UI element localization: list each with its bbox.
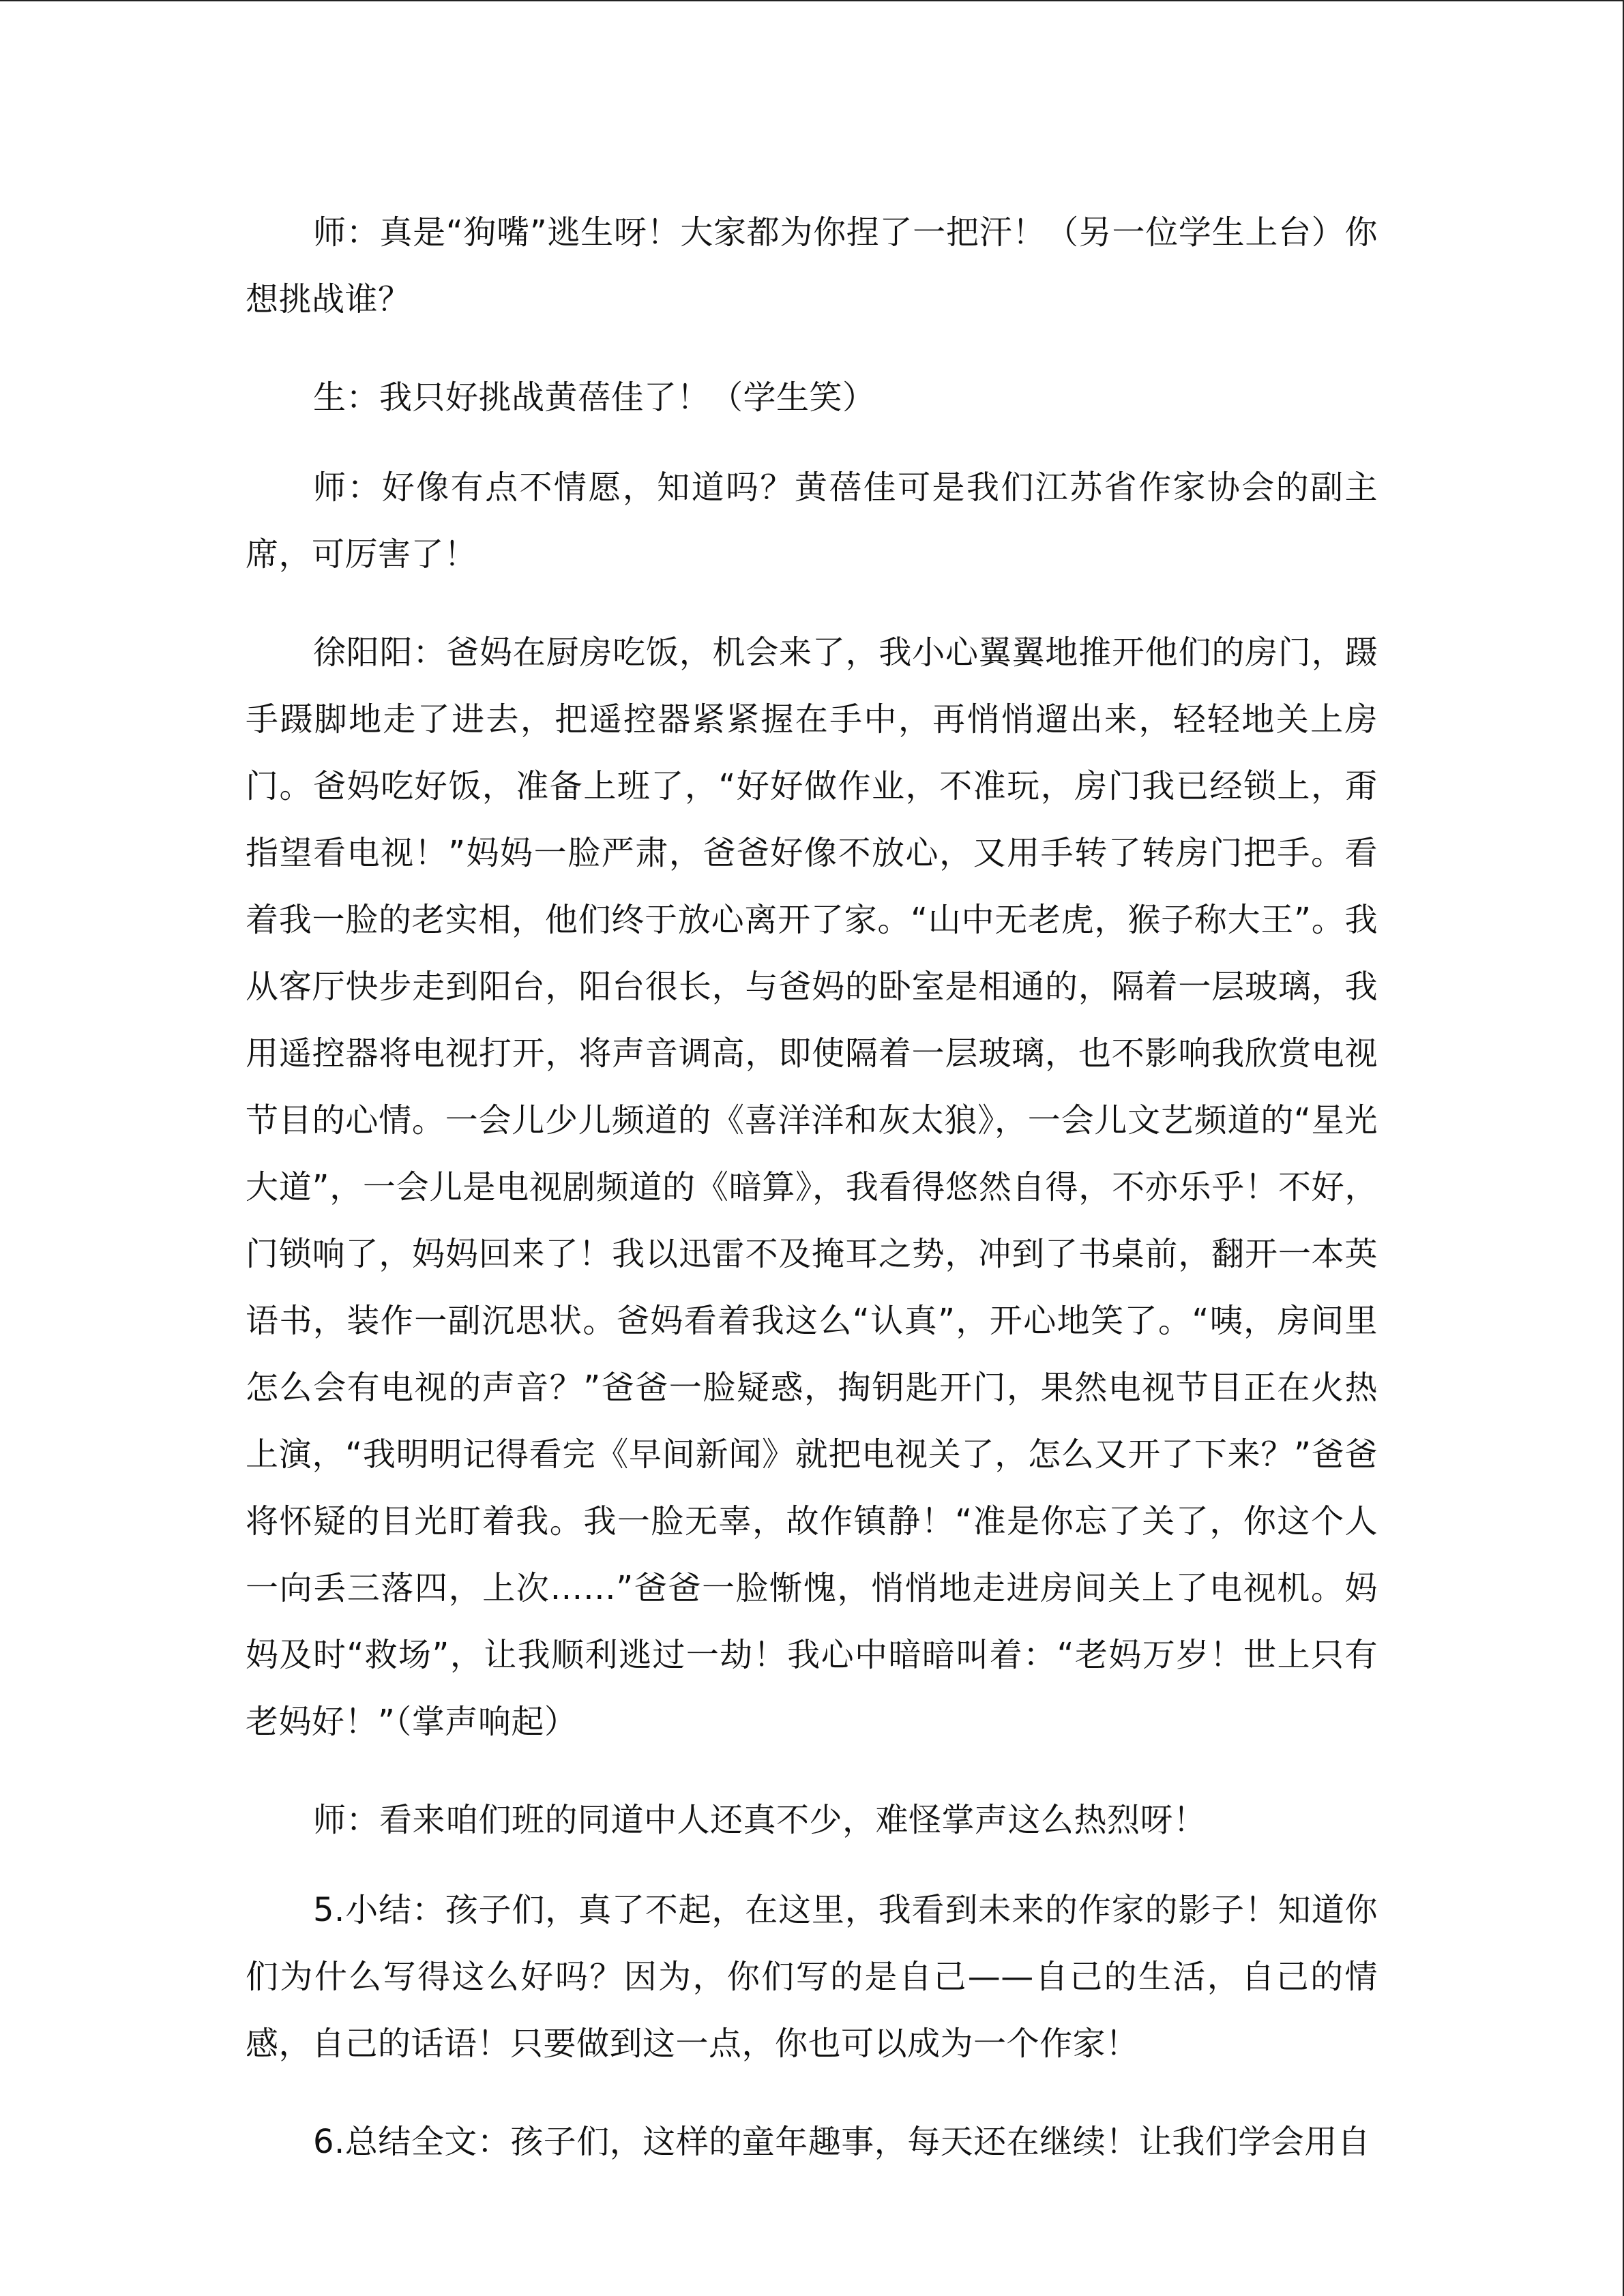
paragraph-teacher-2: 师：好像有点不情愿，知道吗？黄蓓佳可是我们江苏省作家协会的副主席，可厉害了！ bbox=[246, 468, 1378, 573]
document-body bbox=[246, 199, 1378, 2207]
paragraph-summary: 5.小结：孩子们，真了不起，在这里，我看到未来的作家的影子！知道你们为什么写得这么好吗？因为，你们写的是自己——自己的生活，自己的情感，自己的话语！只要做到这一点，你也可以成为一个作家！ bbox=[246, 1891, 1378, 2063]
paragraph-teacher-3: 师：看来咱们班的同道中人还真不少，难怪掌声这么热烈呀！ bbox=[313, 1801, 1207, 1839]
paragraph-student-1: 生：我只好挑战黄蓓佳了！（学生笑） bbox=[313, 378, 876, 417]
paragraph-conclusion: 6.总结全文：孩子们，这样的童年趣事，每天还在继续！让我们学会用自 bbox=[313, 2123, 1371, 2161]
paragraph-xu-yangyang: 徐阳阳：爸妈在厨房吃饭，机会来了，我小心翼翼地推开他们的房门，蹑手蹑脚地走了进去，把遥控器紧紧握在手中，再悄悄遛出来，轻轻地关上房门。爸妈吃好饭，准备上班了，“好好做作业，不准玩，房门我已经锁上，甭指望看电视！”妈妈一脸严肃，爸爸好像不放心，又用手转了转房门把手。看着我一脸的老实相，他们终于放心离开了家。“山中无老虎，猴子称大王”。我从客厅快步走到阳台，阳台很长，与爸妈的卧室是相通的，隔着一层玻璃，我用遥控器将电视打开，将声音调高，即使隔着一层玻璃，也不影响我欣赏电视节目的心情。一会儿少儿频道的《喜洋洋和灰太狼》，一会儿文艺频道的“星光大道”，一会儿是电视剧频道的《暗算》，我看得悠然自得，不亦乐乎！不好，门锁响了，妈妈回来了！我以迅雷不及掩耳之势，冲到了书桌前，翻开一本英语书，装作一副沉思状。爸妈看着我这么“认真”，开心地笑了。“咦，房间里怎么会有电视的声音？”爸爸一脸疑惑，掏钥匙开门，果然电视节目正在火热上演，“我明明记得看完《早间新闻》就把电视关了，怎么又开了下来？”爸爸将怀疑的目光盯着我。我一脸无辜，故作镇静！“准是你忘了关了，你这个人一向丢三落四，上次……”爸爸一脸惭愧，悄悄地走进房间关上了电视机。妈妈及时“救场”，让我顺利逃过一劫！我心中暗暗叫着：“老妈万岁！世上只有老妈好！”（掌声响起） bbox=[246, 633, 1378, 1741]
paragraph-teacher-1: 师：真是“狗嘴”逃生呀！大家都为你捏了一把汗！（另一位学生上台）你想挑战谁？ bbox=[246, 213, 1378, 318]
